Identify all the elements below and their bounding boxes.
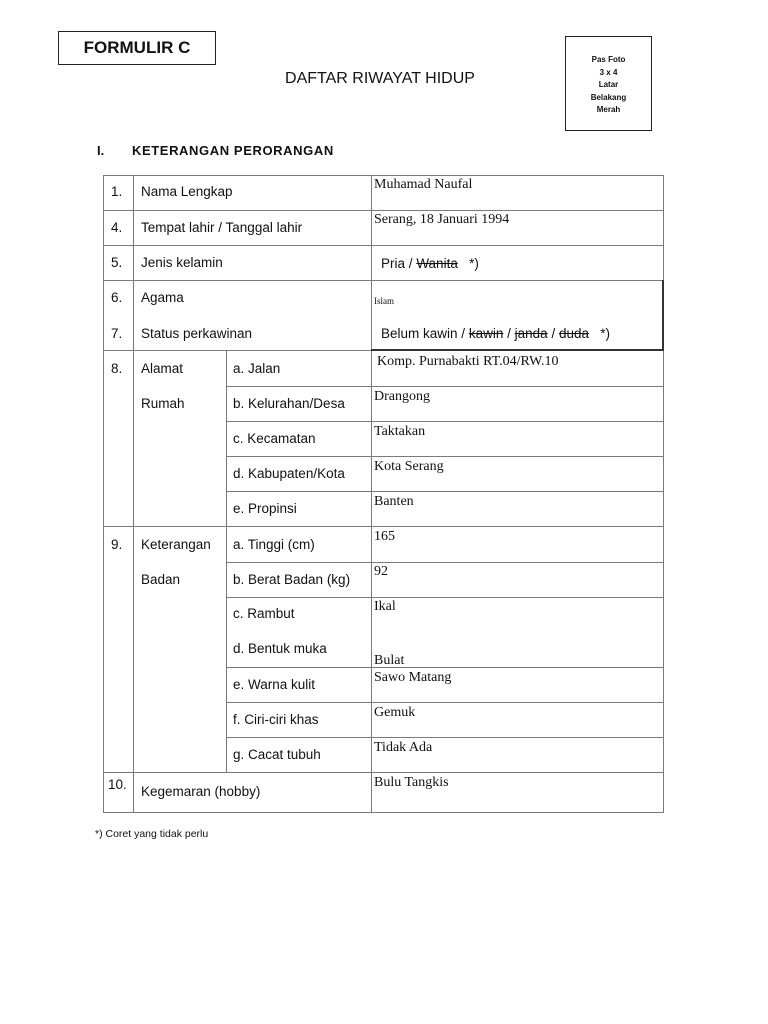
badan-sub-label: d. Bentuk muka <box>233 641 327 656</box>
section-heading <box>97 143 334 158</box>
status-perkawinan-value <box>381 326 610 342</box>
option-belum-kawin: Belum kawin <box>381 326 458 341</box>
badan-sub-label: a. Tinggi (cm) <box>233 537 315 552</box>
alamat-sub-label: a. Jalan <box>233 361 281 376</box>
option-separator: / <box>551 326 556 341</box>
badan-value: Tidak Ada <box>374 740 433 755</box>
alamat-sub-label: e. Propinsi <box>233 501 297 516</box>
footnote-marker: *) <box>469 256 479 271</box>
table-divider <box>133 175 134 813</box>
row-number: 10. <box>108 777 127 792</box>
photo-box-line: Pas Foto <box>591 55 626 64</box>
table-divider <box>103 210 664 211</box>
alamat-value: Banten <box>374 494 414 509</box>
document-title: DAFTAR RIWAYAT HIDUP <box>285 70 475 87</box>
section-title: KETERANGAN PERORANGAN <box>132 143 334 158</box>
alamat-sub-label: b. Kelurahan/Desa <box>233 396 345 411</box>
row-number: 4. <box>111 220 123 235</box>
table-divider <box>226 456 664 457</box>
footnote-marker: *) <box>600 326 611 341</box>
alamat-value: Kota Serang <box>374 459 444 474</box>
row-number: 7. <box>111 326 123 341</box>
option-duda: duda <box>558 326 590 341</box>
row-number: 1. <box>111 184 123 199</box>
jenis-kelamin-label: Jenis kelamin <box>141 255 223 270</box>
nama-lengkap-value: Muhamad Naufal <box>374 177 473 192</box>
table-divider <box>226 491 664 492</box>
alamat-value: Taktakan <box>374 424 426 439</box>
badan-sub-label: f. Ciri-ciri khas <box>233 712 319 727</box>
table-divider <box>226 421 664 422</box>
option-separator: / <box>507 326 511 341</box>
table-border <box>103 175 104 813</box>
table-divider <box>226 702 664 703</box>
badan-value: Ikal <box>374 599 396 614</box>
section-number: I. <box>97 143 105 158</box>
photo-box <box>565 36 652 131</box>
form-label: FORMULIR C <box>58 31 216 65</box>
row-number: 6. <box>111 290 123 305</box>
option-pria: Pria <box>381 256 406 271</box>
badan-value: Gemuk <box>374 705 416 720</box>
badan-value: Sawo Matang <box>374 670 452 685</box>
table-divider <box>226 386 664 387</box>
table-divider <box>226 597 664 598</box>
photo-box-line: 3 x 4 <box>599 67 618 77</box>
option-wanita: Wanita <box>416 256 458 271</box>
table-divider <box>371 175 372 813</box>
row-number: 9. <box>111 537 123 552</box>
table-divider <box>226 562 664 563</box>
hobby-value: Bulu Tangkis <box>374 775 449 790</box>
alamat-value: Drangong <box>374 389 430 404</box>
table-border <box>103 175 664 176</box>
badan-label: Keterangan <box>141 537 211 552</box>
badan-sub-label: c. Rambut <box>233 606 295 621</box>
table-divider <box>226 350 227 772</box>
table-border <box>663 175 664 813</box>
badan-value: 165 <box>374 529 395 544</box>
row-number: 8. <box>111 361 123 376</box>
badan-sub-label: g. Cacat tubuh <box>233 747 321 762</box>
agama-label: Agama <box>141 290 184 305</box>
jenis-kelamin-value <box>381 256 479 272</box>
option-kawin: kawin <box>468 326 504 341</box>
table-divider <box>226 667 664 668</box>
photo-box-line: Merah <box>596 105 621 115</box>
nama-lengkap-label: Nama Lengkap <box>141 184 233 199</box>
agama-value: Islam <box>374 296 394 306</box>
alamat-sub-label: d. Kabupaten/Kota <box>233 466 345 481</box>
badan-sub-label: b. Berat Badan (kg) <box>233 572 351 587</box>
photo-box-line: Belakang <box>590 92 627 102</box>
badan-label: Badan <box>141 572 181 587</box>
hobby-label: Kegemaran (hobby) <box>141 784 261 799</box>
option-separator: / <box>461 326 466 341</box>
table-divider <box>226 737 664 738</box>
alamat-label: Alamat <box>141 361 184 376</box>
footnote: *) Coret yang tidak perlu <box>95 828 209 840</box>
photo-box-line: Latar <box>598 80 619 90</box>
table-border <box>103 812 664 813</box>
tempat-tanggal-lahir-label: Tempat lahir / Tanggal lahir <box>141 220 303 235</box>
option-janda: janda <box>514 326 548 341</box>
alamat-label: Rumah <box>141 396 185 411</box>
alamat-sub-label: c. Kecamatan <box>233 431 316 446</box>
alamat-value: Komp. Purnabakti RT.04/RW.10 <box>377 354 559 369</box>
badan-value: 92 <box>374 564 388 579</box>
badan-sub-label: e. Warna kulit <box>233 677 316 692</box>
badan-value: Bulat <box>374 653 405 668</box>
table-divider <box>103 245 664 246</box>
tempat-tanggal-lahir-value: Serang, 18 Januari 1994 <box>374 212 510 227</box>
table-divider <box>103 526 664 527</box>
table-divider <box>103 772 664 773</box>
option-separator: / <box>408 256 413 271</box>
status-perkawinan-label: Status perkawinan <box>141 326 253 341</box>
row-number: 5. <box>111 255 123 270</box>
